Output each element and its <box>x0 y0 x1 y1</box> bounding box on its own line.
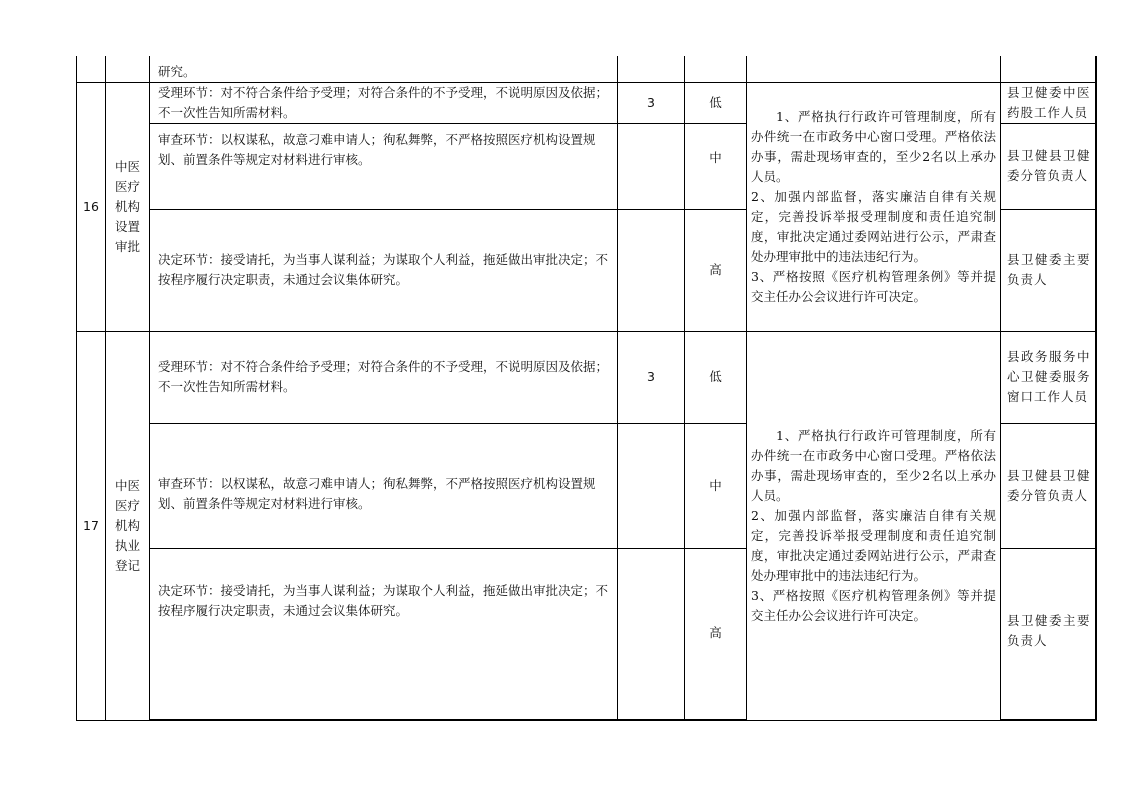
risk-text: 受理环节：对不符合条件给予受理；对符合条件的不予受理，不说明原因及依据；不一次性告知所需材料。 <box>150 331 618 423</box>
measures-text: 1、严格执行行政许可管理制度，所有办件统一在市政务中心窗口受理。严格依法办事，需赴现场审查的，至少2名以上承办人员。 2、加强内部监督，落实廉洁自律有关规定，完善投诉举报受理制度和责任追究制度，审批决定通过委网站进行公示，严肃查处办理审批中的违法违纪行为。 3、严格按照《医疗机构管理条例》等并提交主任办公会议进行许可决定。 <box>751 427 996 623</box>
risk-level <box>618 423 685 548</box>
risk-grade: 中 <box>685 123 747 209</box>
responsible-person: 县卫健委主要负责人 <box>1001 548 1096 720</box>
measure-cell <box>747 56 1001 82</box>
prevention-measures <box>747 331 1001 720</box>
measures-text: 1、严格执行行政许可管理制度，所有办件统一在市政务中心窗口受理。严格依法办事，需赴现场审查的，至少2名以上承办人员。 2、加强内部监督，落实廉洁自律有关规定，完善投诉举报受理制度和责任追究制度，审批决定通过委网站进行公示，严肃查处办理审批中的违法违纪行为。 3、严格按照《医疗机构管理条例》等并提交主任办公会议进行许可决定。 <box>751 108 996 304</box>
row-number: 17 <box>77 331 106 720</box>
level-cell <box>618 56 685 82</box>
table-row <box>77 331 1096 423</box>
risk-grade: 低 <box>685 331 747 423</box>
risk-text: 受理环节：对不符合条件给予受理；对符合条件的不予受理，不说明原因及依据；不一次性告知所需材料。 <box>150 82 618 123</box>
item-name: 中医医疗机构设置审批 <box>106 82 150 331</box>
risk-grade: 高 <box>685 548 747 720</box>
responsible-person: 县卫健县卫健委分管负责人 <box>1001 123 1096 209</box>
prevention-measures <box>747 82 1001 331</box>
risk-text: 审查环节：以权谋私，故意刁难申请人；徇私舞弊，不严格按照医疗机构设置规划、前置条件等规定对材料进行审核。 <box>150 423 618 548</box>
risk-level: 3 <box>618 82 685 123</box>
resp-cell <box>1001 56 1096 82</box>
risk-level: 3 <box>618 331 685 423</box>
risk-text: 决定环节：接受请托，为当事人谋利益；为谋取个人利益，拖延做出审批决定；不按程序履行决定职责，未通过会议集体研究。 <box>150 209 618 331</box>
risk-level <box>618 123 685 209</box>
risk-text: 研究。 <box>150 56 618 82</box>
responsible-person: 县卫健委中医药股工作人员 <box>1001 82 1096 123</box>
responsible-person: 县政务服务中心卫健委服务窗口工作人员 <box>1001 331 1096 423</box>
risk-text: 审查环节：以权谋私，故意刁难申请人；徇私舞弊，不严格按照医疗机构设置规划、前置条件等规定对材料进行审核。 <box>150 123 618 209</box>
item-cell <box>106 56 150 82</box>
risk-level <box>618 209 685 331</box>
risk-grade: 高 <box>685 209 747 331</box>
responsible-person: 县卫健县卫健委分管负责人 <box>1001 423 1096 548</box>
table-row <box>77 82 1096 123</box>
grade-cell <box>685 56 747 82</box>
row-number: 16 <box>77 82 106 331</box>
risk-text: 决定环节：接受请托，为当事人谋利益；为谋取个人利益，拖延做出审批决定；不按程序履行决定职责，未通过会议集体研究。 <box>150 548 618 720</box>
carryover-row <box>77 56 1096 82</box>
risk-table <box>76 56 1097 721</box>
risk-grade: 中 <box>685 423 747 548</box>
item-name: 中医医疗机构执业登记 <box>106 331 150 720</box>
responsible-person: 县卫健委主要负责人 <box>1001 209 1096 331</box>
risk-level <box>618 548 685 720</box>
num-cell <box>77 56 106 82</box>
risk-grade: 低 <box>685 82 747 123</box>
